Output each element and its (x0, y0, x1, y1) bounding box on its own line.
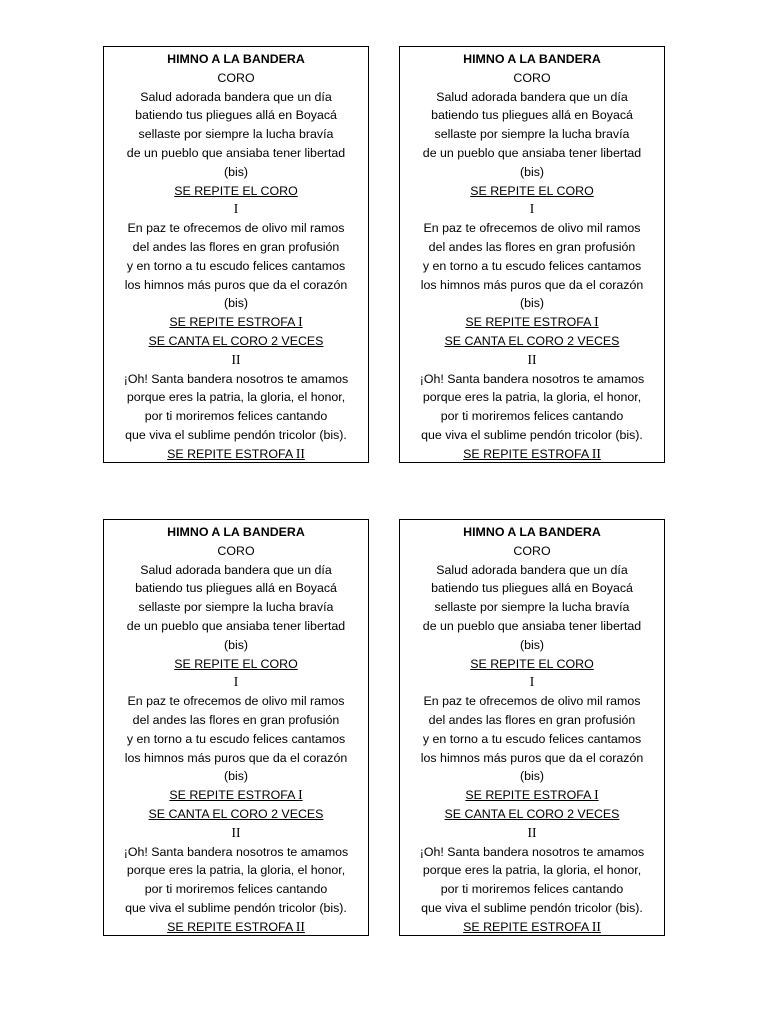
repeat-numeral: II (591, 918, 601, 934)
stanza-line: ¡Oh! Santa bandera nosotros te amamos (419, 371, 645, 386)
stanza-number: II (231, 351, 241, 367)
stanza-line: y en torno a tu escudo felices cantamos (126, 731, 346, 746)
coro-repeat-note: SE REPITE EL CORO (470, 656, 594, 671)
coro-line: batiendo tus pliegues allá en Boyacá (135, 581, 337, 596)
stanza-line: que viva el sublime pendón tricolor (bis). (421, 427, 643, 442)
repeat-numeral: I (594, 787, 599, 803)
coro-line: Salud adorada bandera que un día (140, 562, 332, 577)
coro-line: (bis) (519, 637, 545, 652)
stanza-repeat-note (402, 918, 662, 937)
coro-heading: CORO (217, 543, 255, 558)
card-title: HIMNO A LA BANDERA (167, 52, 305, 66)
coro-line: sellaste por siempre la lucha bravía (434, 127, 630, 142)
repeat-text: SE REPITE ESTROFA (169, 788, 299, 803)
coro-line: batiendo tus pliegues allá en Boyacá (431, 581, 633, 596)
repeat-text: SE REPITE ESTROFA (169, 315, 299, 330)
stanza-line: (bis) (519, 296, 545, 311)
stanza-repeat-note (106, 918, 366, 937)
repeat-text: SE REPITE ESTROFA (465, 315, 595, 330)
stanza-number: II (231, 824, 241, 840)
stanza-line: ¡Oh! Santa bandera nosotros te amamos (123, 371, 349, 386)
coro-line: (bis) (223, 164, 249, 179)
stanza-line: los himnos más puros que da el corazón (124, 750, 348, 765)
stanza-line: por ti moriremos felices cantando (144, 882, 328, 897)
coro-heading: CORO (513, 543, 551, 558)
coro-twice-note: SE CANTA EL CORO 2 VECES (444, 806, 620, 821)
stanza-line: y en torno a tu escudo felices cantamos (422, 258, 642, 273)
stanza-number: II (527, 824, 537, 840)
repeat-numeral: II (295, 445, 305, 461)
stanza-line: porque eres la patria, la gloria, el honor, (422, 863, 642, 878)
card-title: HIMNO A LA BANDERA (167, 525, 305, 539)
coro-line: de un pueblo que ansiaba tener libertad (126, 145, 346, 160)
stanza-repeat-note (402, 445, 662, 464)
coro-line: de un pueblo que ansiaba tener libertad (126, 618, 346, 633)
stanza-line: ¡Oh! Santa bandera nosotros te amamos (123, 844, 349, 859)
repeat-text: SE REPITE ESTROFA (465, 788, 595, 803)
coro-repeat-note: SE REPITE EL CORO (470, 183, 594, 198)
stanza-line: por ti moriremos felices cantando (144, 409, 328, 424)
repeat-numeral: I (594, 314, 599, 330)
coro-line: (bis) (519, 164, 545, 179)
stanza-repeat-note (106, 445, 366, 464)
coro-line: sellaste por siempre la lucha bravía (434, 600, 630, 615)
coro-line: Salud adorada bandera que un día (140, 89, 332, 104)
repeat-text: SE REPITE ESTROFA (463, 919, 592, 934)
stanza-line: del andes las flores en gran profusión (428, 712, 636, 727)
stanza-line: porque eres la patria, la gloria, el honor, (126, 863, 346, 878)
repeat-text: SE REPITE ESTROFA (167, 446, 296, 461)
stanza-line: del andes las flores en gran profusión (132, 239, 340, 254)
card-title: HIMNO A LA BANDERA (463, 52, 601, 66)
stanza-number: I (529, 201, 535, 217)
coro-twice-note: SE CANTA EL CORO 2 VECES (148, 806, 324, 821)
stanza-line: En paz te ofrecemos de olivo mil ramos (127, 694, 345, 709)
stanza-line: del andes las flores en gran profusión (428, 239, 636, 254)
stanza-line: (bis) (223, 769, 249, 784)
repeat-numeral: II (295, 918, 305, 934)
stanza-number: I (529, 674, 535, 690)
coro-line: Salud adorada bandera que un día (436, 562, 628, 577)
stanza-line: (bis) (519, 769, 545, 784)
stanza-number: I (233, 201, 239, 217)
stanza-repeat-note (106, 786, 366, 805)
stanza-number: II (527, 351, 537, 367)
coro-line: (bis) (223, 637, 249, 652)
coro-line: sellaste por siempre la lucha bravía (138, 127, 334, 142)
card-title: HIMNO A LA BANDERA (463, 525, 601, 539)
repeat-numeral: II (591, 445, 601, 461)
coro-line: batiendo tus pliegues allá en Boyacá (431, 108, 633, 123)
coro-line: sellaste por siempre la lucha bravía (138, 600, 334, 615)
stanza-line: los himnos más puros que da el corazón (420, 277, 644, 292)
stanza-line: que viva el sublime pendón tricolor (bis). (421, 900, 643, 915)
coro-line: Salud adorada bandera que un día (436, 89, 628, 104)
stanza-line: y en torno a tu escudo felices cantamos (126, 258, 346, 273)
coro-line: de un pueblo que ansiaba tener libertad (422, 145, 642, 160)
coro-repeat-note: SE REPITE EL CORO (174, 183, 298, 198)
stanza-line: los himnos más puros que da el corazón (124, 277, 348, 292)
coro-twice-note: SE CANTA EL CORO 2 VECES (444, 333, 620, 348)
stanza-line: por ti moriremos felices cantando (440, 882, 624, 897)
stanza-line: que viva el sublime pendón tricolor (bis). (125, 427, 347, 442)
stanza-line: En paz te ofrecemos de olivo mil ramos (423, 694, 641, 709)
coro-repeat-note: SE REPITE EL CORO (174, 656, 298, 671)
stanza-line: ¡Oh! Santa bandera nosotros te amamos (419, 844, 645, 859)
stanza-line: que viva el sublime pendón tricolor (bis). (125, 900, 347, 915)
anthem-card (399, 46, 665, 463)
repeat-numeral: I (298, 314, 303, 330)
stanza-repeat-note (402, 313, 662, 332)
stanza-line: por ti moriremos felices cantando (440, 409, 624, 424)
repeat-text: SE REPITE ESTROFA (167, 919, 296, 934)
coro-heading: CORO (513, 70, 551, 85)
repeat-text: SE REPITE ESTROFA (463, 446, 592, 461)
stanza-line: (bis) (223, 296, 249, 311)
stanza-line: los himnos más puros que da el corazón (420, 750, 644, 765)
stanza-line: y en torno a tu escudo felices cantamos (422, 731, 642, 746)
stanza-number: I (233, 674, 239, 690)
stanza-repeat-note (106, 313, 366, 332)
repeat-numeral: I (298, 787, 303, 803)
coro-heading: CORO (217, 70, 255, 85)
anthem-card (103, 519, 369, 936)
stanza-line: del andes las flores en gran profusión (132, 712, 340, 727)
stanza-line: En paz te ofrecemos de olivo mil ramos (423, 221, 641, 236)
stanza-repeat-note (402, 786, 662, 805)
coro-line: batiendo tus pliegues allá en Boyacá (135, 108, 337, 123)
coro-line: de un pueblo que ansiaba tener libertad (422, 618, 642, 633)
anthem-card (103, 46, 369, 463)
stanza-line: porque eres la patria, la gloria, el honor, (126, 390, 346, 405)
stanza-line: En paz te ofrecemos de olivo mil ramos (127, 221, 345, 236)
coro-twice-note: SE CANTA EL CORO 2 VECES (148, 333, 324, 348)
anthem-card (399, 519, 665, 936)
stanza-line: porque eres la patria, la gloria, el honor, (422, 390, 642, 405)
